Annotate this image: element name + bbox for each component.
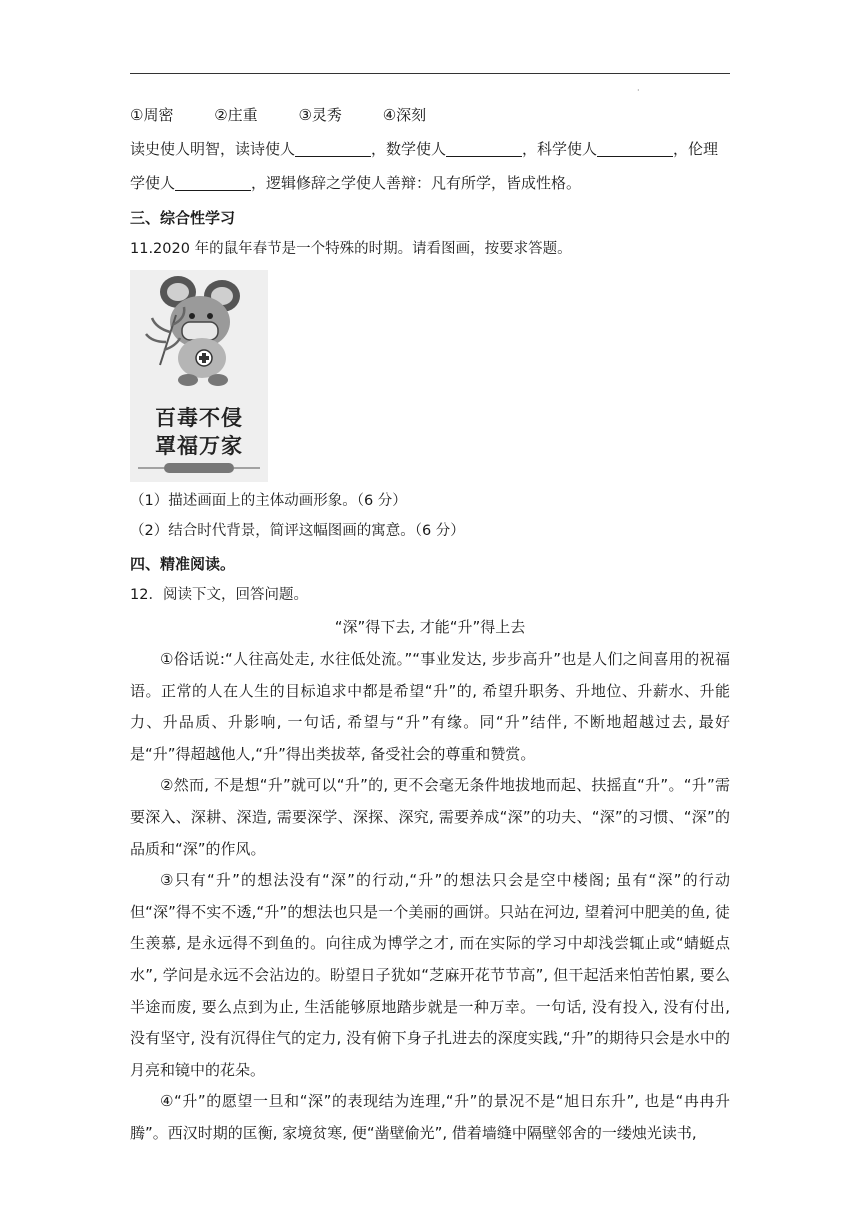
option-list — [130, 98, 730, 132]
poster-line-1: 百毒不侵 — [155, 405, 243, 430]
question-12: 12．阅读下文，回答问题。 — [130, 587, 308, 603]
header-rule — [130, 73, 730, 74]
fill-text: ，伦理 — [673, 140, 719, 158]
fill-text: ，数学使人 — [371, 140, 447, 158]
question-11: 11.2020 年的鼠年春节是一个特殊的时期。请看图画，按要求答题。 — [130, 241, 572, 257]
option-4: ④深刻 — [382, 106, 427, 124]
option-3: ③灵秀 — [298, 106, 342, 124]
article-paragraph-1: ①俗话说:“人往高处走, 水往低处流。”“事业发达, 步步高升”也是人们之间喜用的祝福语。正常的人在人生的目标追求中都是希望“升”的, 希望升职务、升地位、升薪水、升能力、升品质、升影响, 一句话, 希望与“升”有缘。同“升”结伴, 不断地超越过去, 最好是“升”得超越他人,“升”得出类拔萃, 备受社会的尊重和赞赏。 — [130, 650, 730, 763]
blank-1[interactable] — [295, 140, 371, 157]
rat-poster-image — [130, 270, 268, 482]
blank-2[interactable] — [446, 140, 522, 157]
section-3-heading: 三、综合性学习 — [130, 209, 236, 227]
fill-line-2 — [130, 166, 730, 200]
article-paragraph-2: ②然而, 不是想“升”就可以“升”的, 更不会毫无条件地拔地而起、扶摇直“升”。“升”需要深入、深耕、深造, 需要深学、深探、深究, 需要养成“深”的功夫、“深”的习惯、“深”的品质和“深”的作风。 — [130, 776, 730, 858]
article-paragraph-3: ③只有“升”的想法没有“深”的行动,“升”的想法只会是空中楼阁; 虽有“深”的行动但“深”得不实不透,“升”的想法也只是一个美丽的画饼。只站在河边, 望着河中肥美的鱼, 徒生羡慕, 是永远得不到鱼的。向往成为博学之才, 而在实际的学习中却浅尝辄止或“蜻蜓点水”, 学问是永远不会沾边的。盼望日子犹如“芝麻开花节节高”, 但干起活来怕苦怕累, 要么半途而废, 要么点到为止, 生活能够原地踏步就是一种万幸。一句话, 没有投入, 没有付出, 没有坚守, 没有沉得住气的定力, 没有俯下身子扎进去的深度实践,“升”的期待只会是水中的月亮和镜中的花朵。 — [130, 871, 730, 1079]
blank-3[interactable] — [597, 140, 673, 157]
document-page — [130, 98, 730, 1150]
section-4-heading: 四、精准阅读。 — [130, 555, 236, 573]
poster-line-2: 罩福万家 — [155, 433, 243, 458]
blank-4[interactable] — [175, 174, 251, 191]
question-11-part-2: （2）结合时代背景，简评这幅图画的寓意。（6 分） — [130, 523, 465, 539]
fill-text: ，逻辑修辞之学使人善辩：凡有所学，皆成性格。 — [251, 174, 582, 192]
article-paragraph-4: ④“升”的愿望一旦和“深”的表现结为连理,“升”的景况不是“旭日东升”, 也是“冉冉升腾”。西汉时期的匡衡, 家境贫寒, 便“凿壁偷光”, 借着墙缝中隔壁邻舍的一缕烛光读书, — [130, 1092, 730, 1142]
article-title: “深”得下去, 才能“升”得上去 — [334, 618, 526, 636]
fill-line-1 — [130, 132, 730, 166]
option-1: ①周密 — [130, 106, 174, 124]
header-dot: · — [637, 86, 640, 95]
question-11-part-1: （1）描述画面上的主体动画形象。（6 分） — [130, 493, 407, 509]
fill-text: ，科学使人 — [522, 140, 598, 158]
fill-text: 学使人 — [130, 174, 176, 192]
option-2: ②庄重 — [214, 106, 258, 124]
fill-text: 读史使人明智，读诗使人 — [130, 140, 296, 158]
